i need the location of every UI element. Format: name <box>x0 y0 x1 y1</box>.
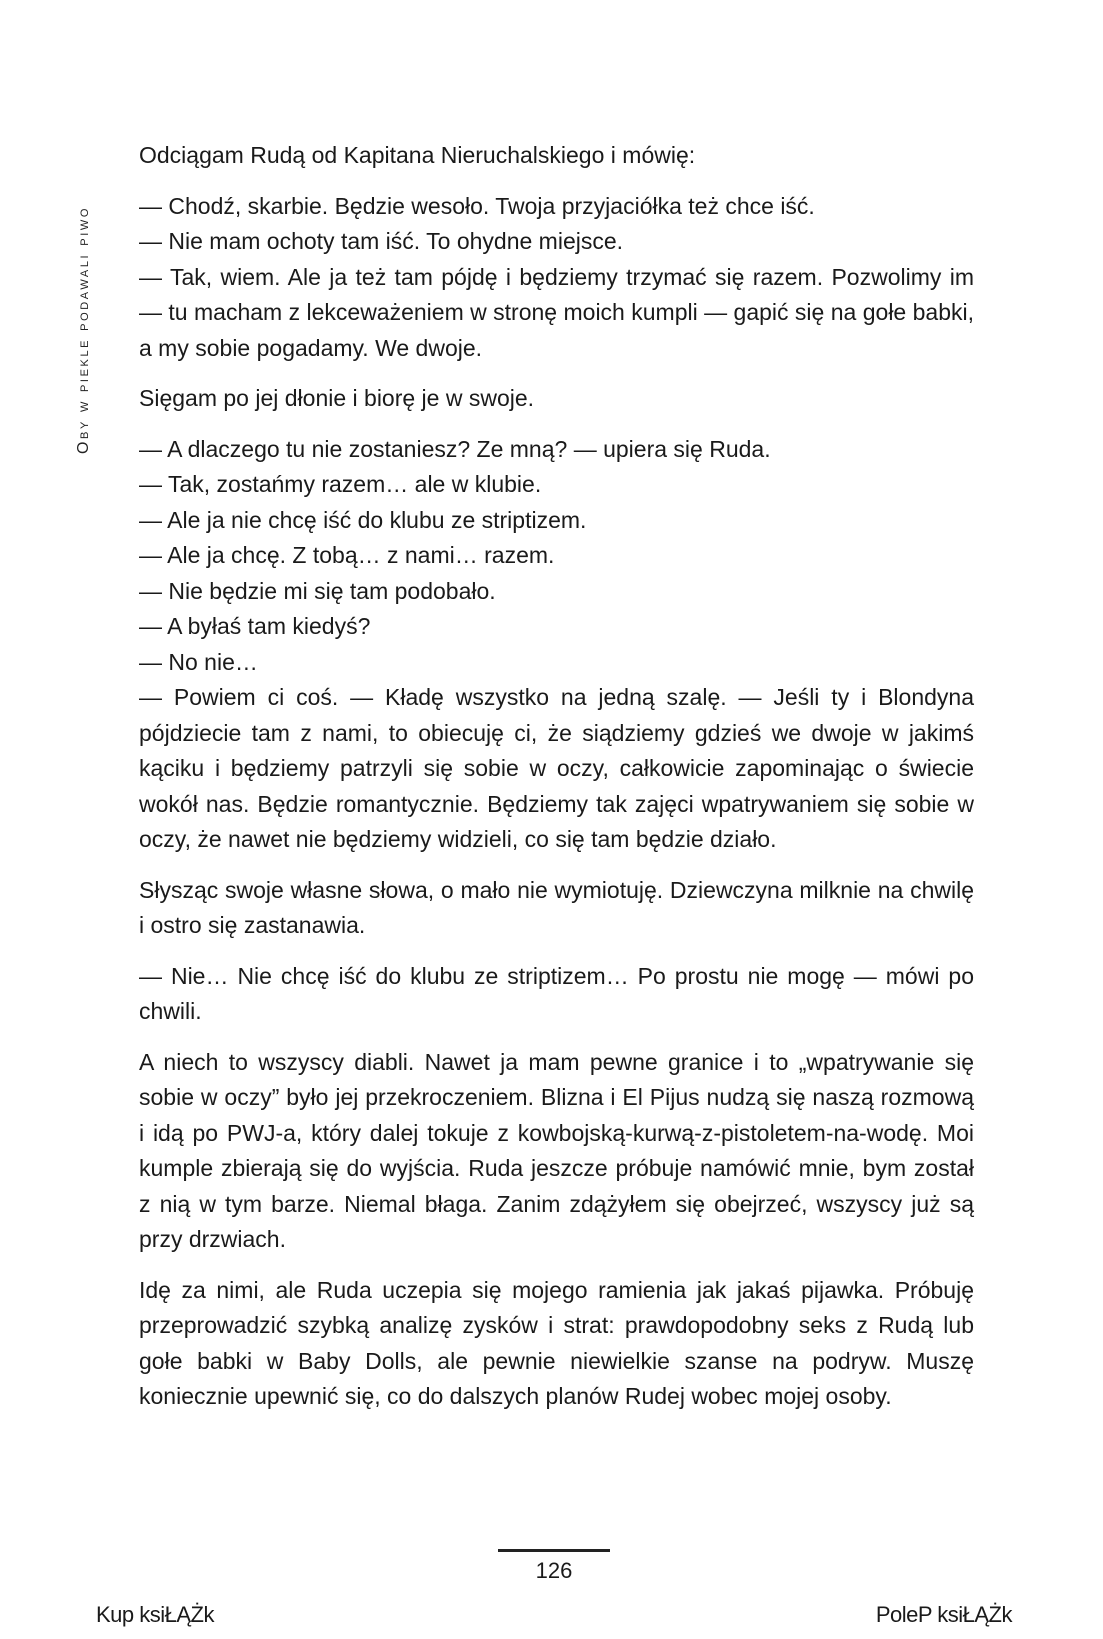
dialogue-line: — Powiem ci coś. — Kładę wszystko na jedną szalę. — Jeśli ty i Blondyna pójdziecie tam z nami, to obiecuję ci, że siądziemy gdzieś we dwoje w jakimś kąciku i będziemy patrzyli się sobie w oczy, całkowicie zapominając o świecie wokół nas. Będzie romantycznie. Będziemy tak zajęci wpatrywaniem się sobie w oczy, że nawet nie będziemy widzieli, co się tam będzie działo. <box>139 684 974 852</box>
paragraph: Sięgam po jej dłonie i biorę je w swoje. <box>139 385 535 411</box>
paragraph: Idę za nimi, ale Ruda uczepia się mojego ramienia jak jakaś pijawka. Próbuję przeprowadzić szybką analizę zysków i strat: prawdopodobny seks z Rudą lub gołe babki w Baby Dolls, ale pewnie niewielkie szanse na podryw. Muszę koniecznie upewnić się, co do dalszych planów Rudej wobec mojej osoby. <box>139 1276 974 1409</box>
dialogue-line: — Ale ja nie chcę iść do klubu ze striptizem. <box>139 506 587 533</box>
page-body <box>139 138 974 1415</box>
running-head-text: Oby w piekle podawali piwo <box>75 206 92 454</box>
dialogue-line: — A byłaś tam kiedyś? <box>139 613 371 639</box>
dialogue-line: — No nie… <box>139 648 258 675</box>
dialogue-line: — Nie będzie mi się tam podobało. <box>139 577 496 604</box>
dialogue-line: — Ale ja chcę. Z tobą… z nami… razem. <box>139 542 555 568</box>
footer-buy-book-link[interactable]: Kup ksiŁĄŻk <box>96 1602 214 1627</box>
dialogue-line: — Chodź, skarbie. Będzie wesoło. Twoja przyjaciółka też chce iść. <box>139 192 815 219</box>
dialogue-line: — Nie mam ochoty tam iść. To ohydne miejsce. <box>139 228 624 254</box>
dialogue-line: — Tak, zostańmy razem… ale w klubie. <box>139 471 542 497</box>
dialogue-line: — A dlaczego tu nie zostaniesz? Ze mną? — upiera się Ruda. <box>139 435 771 462</box>
running-head <box>72 130 96 530</box>
dialogue-line: — Nie… Nie chcę iść do klubu ze striptizem… Po prostu nie mogę — mówi po chwili. <box>139 962 974 1024</box>
paragraph: Słysząc swoje własne słowa, o mało nie wymiotuję. Dziewczyna milknie na chwilę i ostro się zastanawia. <box>139 876 974 938</box>
paragraph: Odciągam Rudą od Kapitana Nieruchalskiego i mówię: <box>139 142 696 168</box>
footer-recommend-book-link[interactable]: PoleP ksiŁĄŻk <box>875 1602 1012 1627</box>
dialogue-line: — Tak, wiem. Ale ja też tam pójdę i będziemy trzymać się razem. Pozwolimy im — tu macham z lekceważeniem w stronę moich kumpli — gapić się na gołe babki, a my sobie pogadamy. We dwoje. <box>139 263 974 361</box>
page-number: 126 <box>535 1558 573 1583</box>
page-number-rule <box>498 1549 610 1552</box>
paragraph: A niech to wszyscy diabli. Nawet ja mam pewne granice i to „wpatrywanie się sobie w oczy” było jej przekroczeniem. Blizna i El Pijus nudzą się naszą rozmową i idą po PWJ-a, który dalej tokuje z kowbojską-kurwą-z-pistoletem-na-wodę. Moi kumple zbierają się do wyjścia. Ruda jeszcze próbuje namówić mnie, bym został z nią w tym barze. Niemal błaga. Zanim zdążyłem się obejrzeć, wszyscy już są przy drzwiach. <box>139 1048 974 1252</box>
